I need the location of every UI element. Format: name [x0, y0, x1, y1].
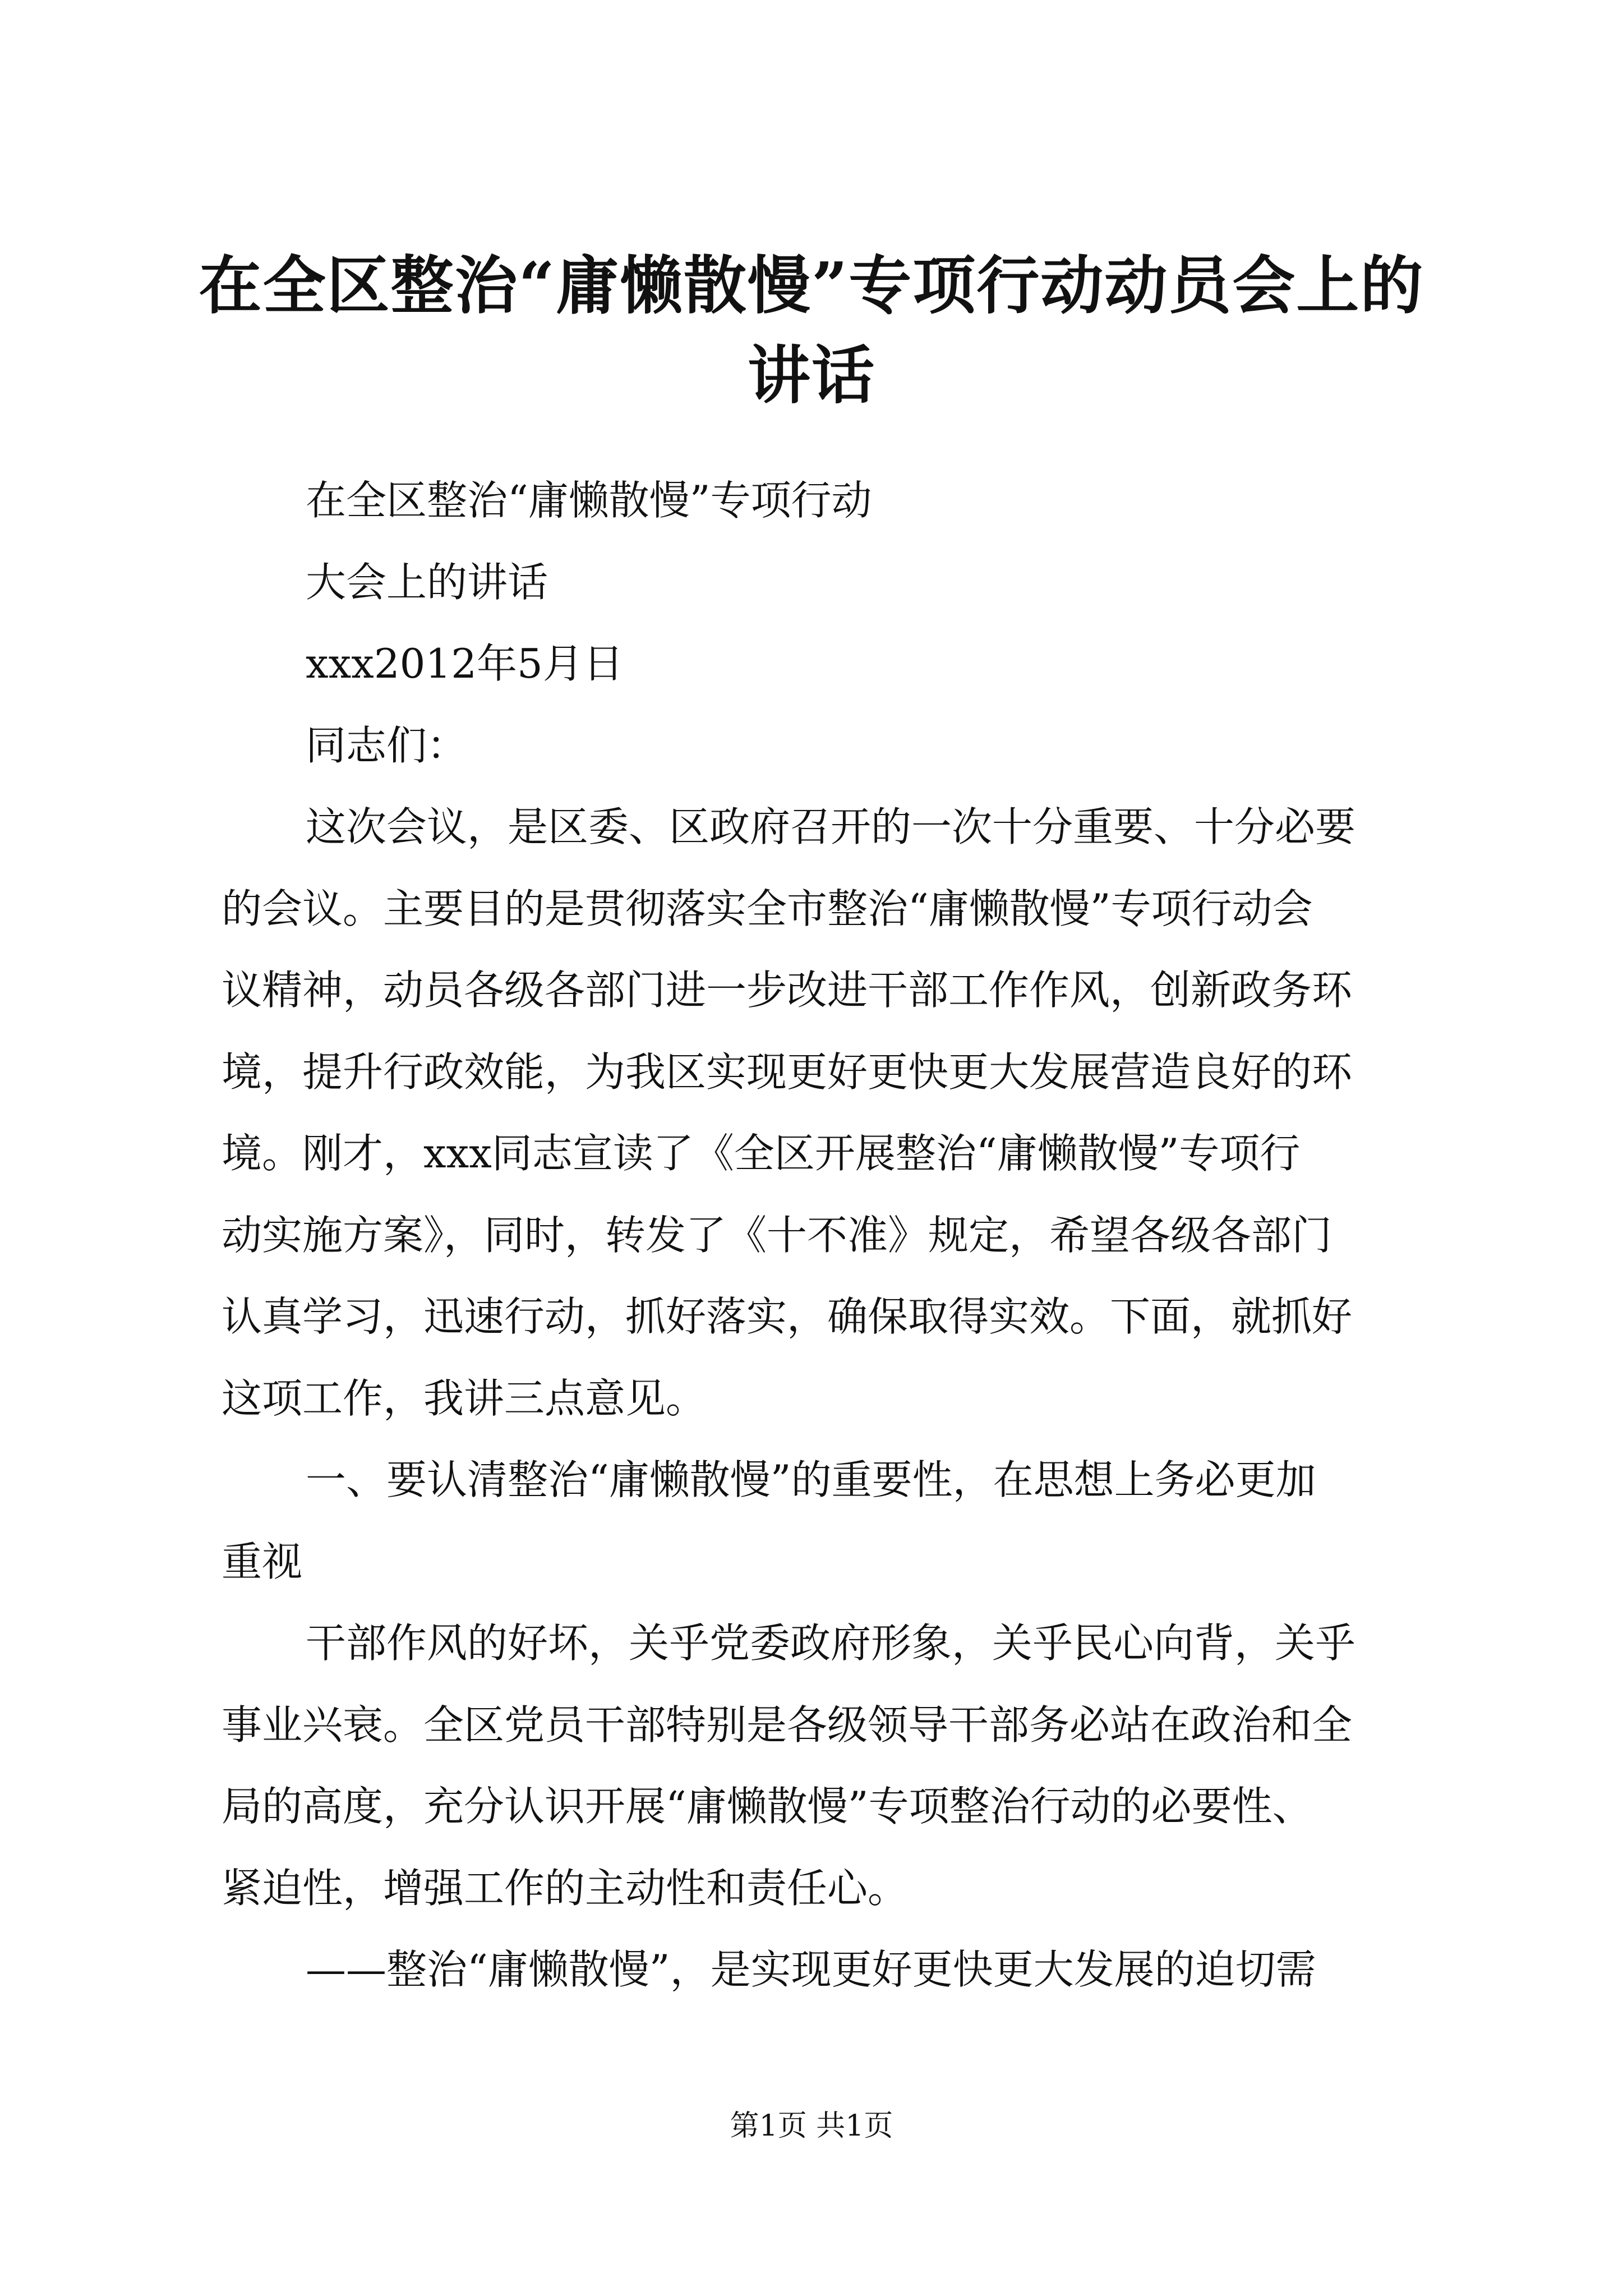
- title-line-2: 讲话: [748, 339, 875, 412]
- paragraph-line: 境，提升行政效能，为我区实现更好更快更大发展营造良好的环: [222, 1048, 1353, 1096]
- paragraph-line: 这次会议，是区委、区政府召开的一次十分重要、十分必要: [306, 803, 1356, 850]
- paragraph-line: 这项工作，我讲三点意见。: [222, 1374, 707, 1422]
- paragraph-line: 认真学习，迅速行动，抓好落实，确保取得实效。下面，就抓好: [222, 1293, 1353, 1340]
- paragraph-line: 议精神，动员各级各部门进一步改进干部工作作风，创新政务环: [222, 967, 1353, 1014]
- paragraph-line: 局的高度，充分认识开展“庸懒散慢”专项整治行动的必要性、: [222, 1783, 1313, 1830]
- paragraph-line: 干部作风的好坏，关乎党委政府形象，关乎民心向背，关乎: [306, 1619, 1356, 1667]
- paragraph-line: ——整治“庸懒散慢”，是实现更好更快更大发展的迫切需: [306, 1946, 1316, 1993]
- date-line: xxx2012年5月日: [306, 640, 624, 687]
- title-line-1: 在全区整治“庸懒散慢”专项行动动员会上的: [199, 249, 1424, 323]
- subtitle-line: 在全区整治“庸懒散慢”专项行动: [306, 477, 872, 524]
- paragraph-line: 事业兴衰。全区党员干部特别是各级领导干部务必站在政治和全: [222, 1701, 1353, 1749]
- section-heading: 一、要认清整治“庸懒散慢”的重要性，在思想上务必更加: [306, 1456, 1316, 1503]
- paragraph-line: 紧迫性，增强工作的主动性和责任心。: [222, 1864, 909, 1912]
- section-heading: 重视: [222, 1538, 303, 1585]
- page-footer: 第1页 共1页: [730, 2109, 893, 2143]
- subtitle-line: 大会上的讲话: [306, 558, 548, 606]
- document-title: [140, 241, 1483, 421]
- paragraph-line: 的会议。主要目的是贯彻落实全市整治“庸懒散慢”专项行动会: [222, 885, 1313, 932]
- document-body: [222, 460, 1427, 2011]
- salutation: 同志们：: [306, 721, 468, 769]
- paragraph-line: 境。刚才，xxx同志宣读了《全区开展整治“庸懒散慢”专项行: [222, 1130, 1301, 1177]
- paragraph-line: 动实施方案》，同时，转发了《十不准》规定，希望各级各部门: [222, 1211, 1332, 1259]
